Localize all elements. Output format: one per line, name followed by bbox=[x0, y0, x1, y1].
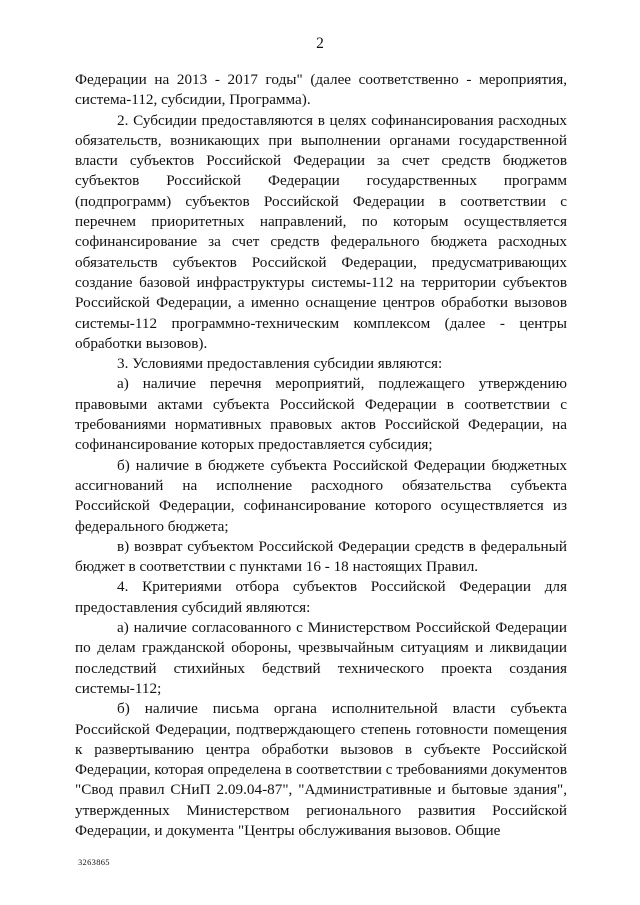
paragraph-clause-3: 3. Условиями предоставления субсидии являются: bbox=[117, 355, 443, 373]
paragraph-continuation: Федерации на 2013 - 2017 годы" (далее соответственно - мероприятия, система-112, субсидии, Программа). bbox=[75, 71, 567, 109]
document-body bbox=[75, 70, 567, 841]
paragraph-clause-3a: а) наличие перечня мероприятий, подлежащего утверждению правовыми актами субъекта Российской Федерации в соответствии с требованиями нормативных правовых актов Российской Федерации, на софинансирование которых предоставляется субсидия; bbox=[75, 375, 567, 454]
paragraph-clause-3c: в) возврат субъектом Российской Федерации средств в федеральный бюджет в соответствии с пунктами 16 - 18 настоящих Правил. bbox=[75, 537, 567, 576]
document-code: 3263865 bbox=[78, 857, 110, 867]
page-number: 2 bbox=[316, 35, 324, 52]
paragraph-clause-3b: б) наличие в бюджете субъекта Российской Федерации бюджетных ассигнований на исполнение расходного обязательства субъекта Российской Федерации, софинансирование которого осуществляется из федерального бюджета; bbox=[75, 456, 567, 535]
paragraph-clause-4b: б) наличие письма органа исполнительной власти субъекта Российской Федерации, подтверждающего степень готовности помещения к развертыванию центра обработки вызовов в субъекте Российской Федерации, которая определена в соответствии с требованиями документов "Свод правил СНиП 2.09.04-87", "Административные и бытовые здания", утвержденных Министерством регионального развития Российской Федерации, и документа "Центры обслуживания вызовов. Общие bbox=[75, 700, 567, 839]
paragraph-clause-2: 2. Субсидии предоставляются в целях софинансирования расходных обязательств, возникающих при выполнении органами государственной власти субъектов Российской Федерации за счет средств бюджетов субъектов Российской Федерации государственных программ (подпрограмм) субъектов Российской Федерации в соответствии с перечнем приоритетных направлений, по которым осуществляется софинансирование за счет средств федерального бюджета расходных обязательств субъектов Российской Федерации, предусматривающих создание базовой инфраструктуры системы-112 на территории субъектов Российской Федерации, а именно оснащение центров обработки вызовов системы-112 программно-техническим комплексом (далее - центры обработки вызовов). bbox=[75, 111, 567, 352]
paragraph-clause-4: 4. Критериями отбора субъектов Российской Федерации для предоставления субсидий являются: bbox=[75, 578, 567, 616]
paragraph-clause-4a: а) наличие согласованного с Министерством Российской Федерации по делам гражданской обороны, чрезвычайным ситуациям и ликвидации последствий стихийных бедствий технического проекта создания системы-112; bbox=[75, 619, 567, 697]
